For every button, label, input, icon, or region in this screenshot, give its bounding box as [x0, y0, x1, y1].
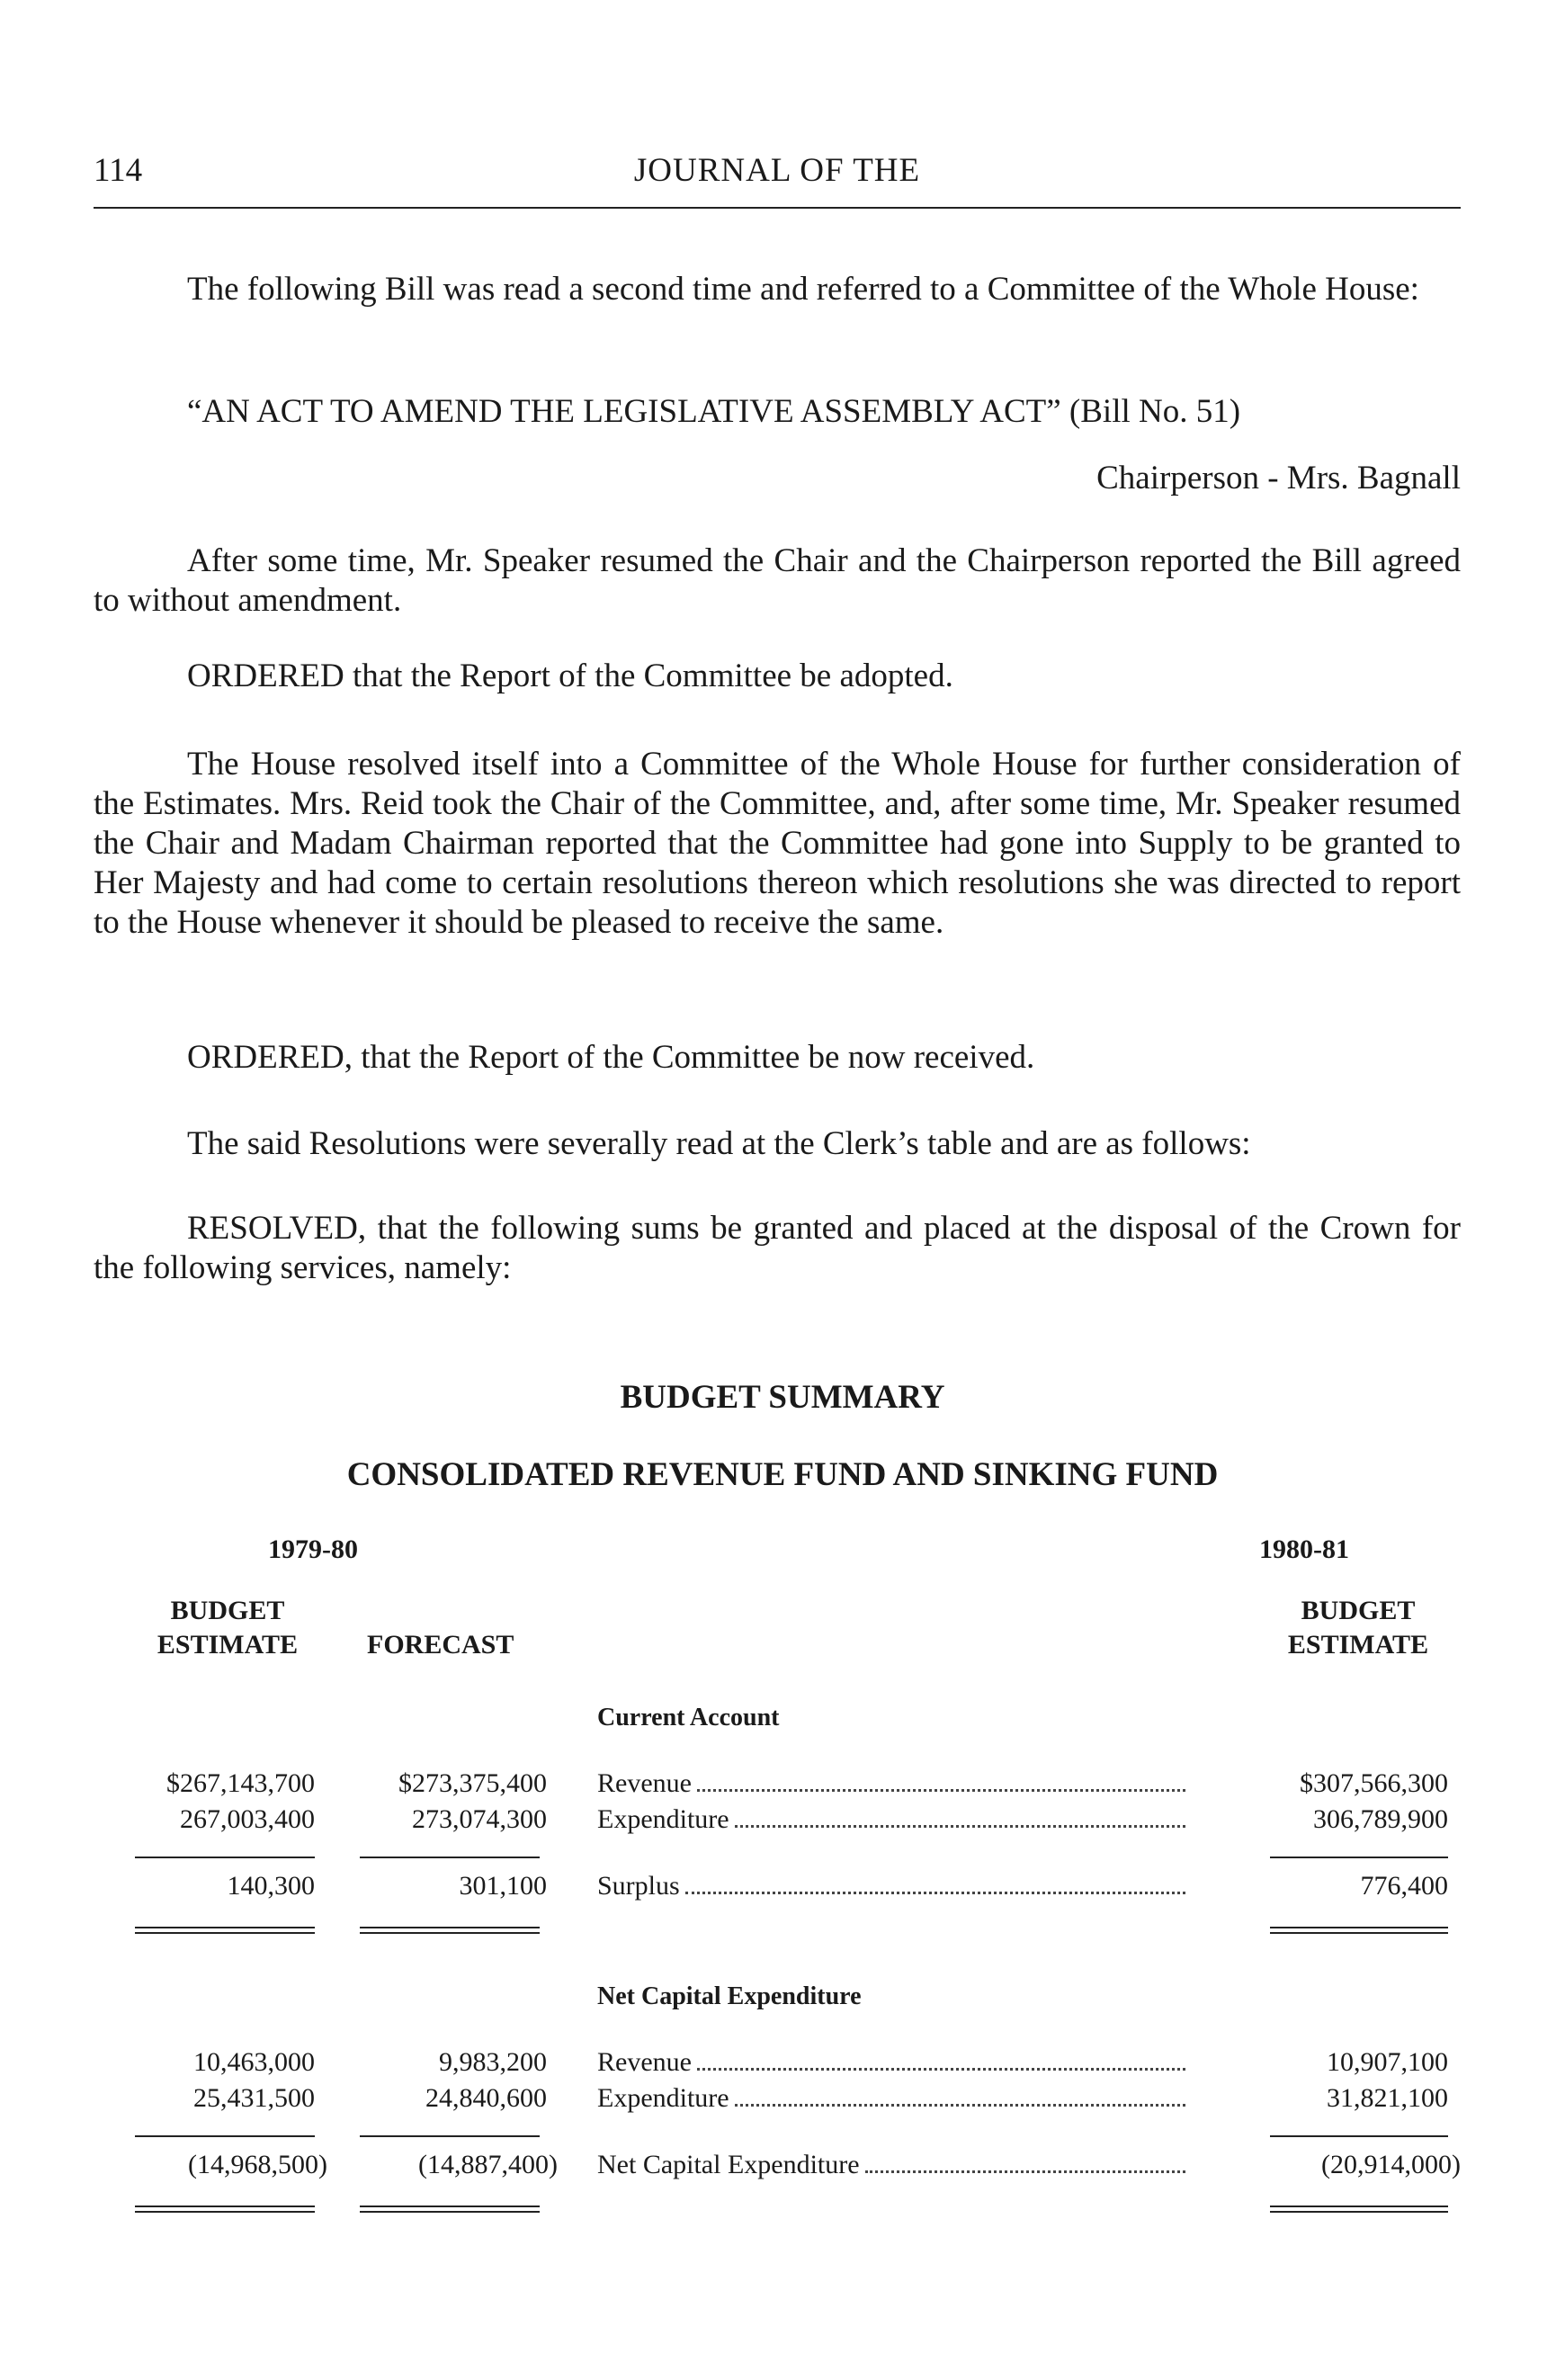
total-double-rule — [1270, 2206, 1448, 2213]
subtotal-rule — [1270, 2135, 1448, 2137]
table-row-total: (14,968,500) (14,887,400) Net Capital Expenditure (20,914,000) — [188, 2150, 1461, 2179]
paragraph-committee-estimates: The House resolved itself into a Committee of the Whole House for further consideration of the Estimates. Mrs. Reid took the Chair of the Committee, and, after some time, Mr. Speaker resumed the Chair and Madam Chairman reported that the Committee had gone into Supply to be granted to Her Majesty and had come to certain resolutions thereon which resolutions she was directed to report to the House whenever it should be pleased to receive the same. — [94, 746, 1461, 941]
total-double-rule — [360, 1927, 540, 1934]
column-header-budget-estimate-1980-81: BUDGET ESTIMATE — [1287, 1596, 1429, 1660]
subtotal-rule — [360, 1857, 540, 1858]
table-row: 10,463,000 9,983,200 Revenue 10,907,100 — [193, 2047, 1448, 2077]
total-double-rule — [360, 2206, 540, 2213]
header-rule — [94, 207, 1461, 209]
subtotal-rule — [135, 1857, 315, 1858]
table-row: 25,431,500 24,840,600 Expenditure 31,821,100 — [193, 2083, 1448, 2113]
paragraph-speaker-resumed: After some time, Mr. Speaker resumed the Chair and the Chairperson reported the Bill agreed to without amendment. — [94, 542, 1461, 619]
section-heading-current-account: Current Account — [597, 1704, 780, 1731]
year-heading-1979-80: 1979-80 — [268, 1534, 358, 1564]
running-title: JOURNAL OF THE — [633, 152, 921, 189]
budget-summary-title: BUDGET SUMMARY — [620, 1379, 945, 1416]
page-header — [94, 151, 1461, 194]
page-number: 114 — [94, 152, 143, 189]
year-heading-1980-81: 1980-81 — [1259, 1534, 1349, 1564]
subtotal-rule — [135, 2135, 315, 2137]
subtotal-rule — [1270, 1857, 1448, 1858]
total-double-rule — [1270, 1927, 1448, 1934]
paragraph-second-reading: The following Bill was read a second time and referred to a Committee of the Whole House: — [187, 271, 1419, 308]
bill-title: “AN ACT TO AMEND THE LEGISLATIVE ASSEMBLY ACT” (Bill No. 51) — [187, 393, 1241, 430]
paragraph-resolved: RESOLVED, that the following sums be granted and placed at the disposal of the Crown for the following services, namely: — [94, 1210, 1461, 1286]
table-row-total: 140,300 301,100 Surplus 776,400 — [227, 1871, 1448, 1901]
total-double-rule — [135, 1927, 315, 1934]
section-heading-net-capital: Net Capital Expenditure — [597, 1982, 862, 2010]
table-row: $267,143,700 $273,375,400 Revenue $307,566,300 — [166, 1768, 1448, 1798]
paragraph-resolutions-read: The said Resolutions were severally read at the Clerk’s table and are as follows: — [187, 1125, 1251, 1162]
table-row: 267,003,400 273,074,300 Expenditure 306,789,900 — [180, 1804, 1448, 1834]
chairperson-line: Chairperson - Mrs. Bagnall — [1096, 460, 1461, 497]
subtotal-rule — [360, 2135, 540, 2137]
budget-subtitle: CONSOLIDATED REVENUE FUND AND SINKING FUND — [346, 1456, 1219, 1493]
paragraph-ordered-received: ORDERED, that the Report of the Committee be now received. — [187, 1039, 1035, 1076]
paragraph-ordered-adopted: ORDERED that the Report of the Committee be adopted. — [187, 658, 953, 694]
total-double-rule — [135, 2206, 315, 2213]
column-header-forecast: FORECAST — [367, 1630, 514, 1660]
column-header-budget-estimate: BUDGET ESTIMATE — [156, 1596, 299, 1660]
